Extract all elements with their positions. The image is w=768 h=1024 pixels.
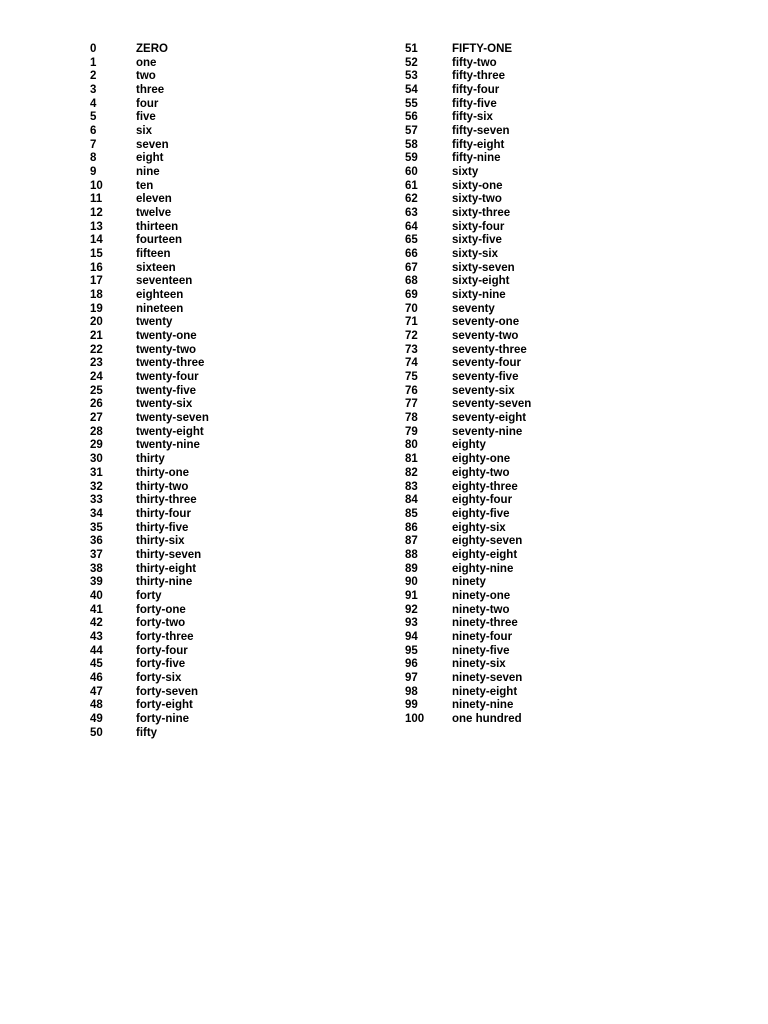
number-word: eighty [452, 439, 486, 452]
number-word: nine [136, 166, 160, 179]
number-value: 69 [405, 289, 418, 302]
number-value: 35 [90, 521, 103, 534]
number-word: ten [136, 179, 154, 192]
number-value: 54 [405, 84, 418, 97]
number-value: 73 [405, 343, 418, 356]
number-value: 14 [90, 234, 103, 247]
number-word: twenty-five [136, 384, 197, 397]
number-value: 43 [90, 630, 103, 643]
number-value: 16 [90, 261, 103, 274]
number-word: twenty-six [136, 398, 193, 411]
number-word: sixty-one [452, 179, 503, 192]
number-word: seventy-three [452, 343, 527, 356]
number-value: 62 [405, 193, 418, 206]
number-word: fifteen [136, 248, 171, 261]
number-value: 36 [90, 535, 103, 548]
number-value: 55 [405, 97, 418, 110]
number-word: eighty-nine [452, 562, 514, 575]
number-value: 87 [405, 535, 418, 548]
number-value: 44 [90, 644, 103, 657]
number-value: 78 [405, 412, 418, 425]
number-word: twenty-two [136, 343, 197, 356]
number-value: 60 [405, 166, 418, 179]
number-value: 53 [405, 70, 418, 83]
number-word: thirteen [136, 220, 179, 233]
number-word: forty-six [136, 671, 182, 684]
number-value: 52 [405, 56, 418, 69]
number-value: 64 [405, 220, 418, 233]
number-word: thirty-one [136, 466, 190, 479]
number-word: ninety-two [452, 603, 510, 616]
number-word: fifty-nine [452, 152, 501, 165]
number-word: thirty-two [136, 480, 189, 493]
number-word: ninety-eight [452, 685, 518, 698]
number-value: 72 [405, 330, 418, 343]
number-value: 58 [405, 138, 418, 151]
number-word: ninety-four [452, 630, 513, 643]
number-word: eight [136, 152, 164, 165]
number-word: nineteen [136, 302, 184, 315]
number-word: twenty-seven [136, 412, 209, 425]
number-value: 39 [90, 576, 103, 589]
number-word: forty-one [136, 603, 186, 616]
number-word: seventy-eight [452, 412, 527, 425]
number-word: sixty-nine [452, 289, 506, 302]
number-value: 47 [90, 685, 103, 698]
number-word: sixty-five [452, 234, 502, 247]
number-value: 24 [90, 371, 103, 384]
number-word: twenty-three [136, 357, 205, 370]
number-word: sixty [452, 166, 479, 179]
number-value: 37 [90, 548, 103, 561]
number-word: thirty-eight [136, 562, 197, 575]
number-value: 75 [405, 371, 418, 384]
number-word: forty-five [136, 658, 186, 671]
number-word: fifty-five [452, 97, 497, 110]
number-word: forty-nine [136, 712, 190, 725]
number-word: seventy-two [452, 330, 519, 343]
number-value: 83 [405, 480, 418, 493]
number-value: 38 [90, 562, 103, 575]
number-word: fifty-six [452, 111, 493, 124]
number-word: forty [136, 589, 162, 602]
number-value: 74 [405, 357, 418, 370]
number-value: 84 [405, 494, 418, 507]
number-value: 68 [405, 275, 418, 288]
number-value: 66 [405, 248, 418, 261]
number-value: 3 [90, 84, 97, 97]
number-value: 22 [90, 343, 103, 356]
number-word: two [136, 70, 156, 83]
number-value: 50 [90, 726, 103, 739]
number-word: twenty [136, 316, 173, 329]
number-value: 21 [90, 330, 103, 343]
number-word: thirty-three [136, 494, 197, 507]
number-value: 25 [90, 384, 103, 397]
number-value: 8 [90, 152, 97, 165]
number-word: three [136, 84, 165, 97]
number-word: eighty-two [452, 466, 510, 479]
number-value: 89 [405, 562, 418, 575]
number-value: 2 [90, 70, 97, 83]
number-word: twenty-nine [136, 439, 200, 452]
number-value: 6 [90, 125, 97, 138]
number-word: sixty-two [452, 193, 502, 206]
number-value: 79 [405, 425, 418, 438]
number-word: five [136, 111, 156, 124]
number-value: 10 [90, 179, 103, 192]
number-word: forty-three [136, 630, 194, 643]
number-word: eighty-six [452, 521, 506, 534]
number-word: FIFTY-ONE [452, 43, 513, 55]
number-value: 97 [405, 671, 418, 684]
number-value: 65 [405, 234, 418, 247]
number-value: 33 [90, 494, 103, 507]
number-value: 99 [405, 699, 418, 712]
number-word: ninety-nine [452, 699, 514, 712]
number-word: eighteen [136, 289, 184, 302]
number-value: 85 [405, 507, 418, 520]
number-word: twenty-eight [136, 425, 204, 438]
number-word: thirty-five [136, 521, 189, 534]
number-value: 77 [405, 398, 418, 411]
number-value: 15 [90, 248, 103, 261]
number-word: ninety-three [452, 617, 518, 630]
number-value: 48 [90, 699, 103, 712]
number-value: 91 [405, 589, 418, 602]
number-value: 17 [90, 275, 103, 288]
number-word: fifty-two [452, 56, 497, 69]
number-word: sixty-four [452, 220, 505, 233]
number-word: seven [136, 138, 169, 151]
number-value: 23 [90, 357, 103, 370]
number-word: eighty-three [452, 480, 518, 493]
number-value: 18 [90, 289, 103, 302]
number-word: sixty-three [452, 207, 511, 220]
number-value: 1 [90, 56, 97, 69]
number-word: seventy-four [452, 357, 522, 370]
number-word: sixty-six [452, 248, 499, 261]
number-word: seventy-nine [452, 425, 523, 438]
number-value: 61 [405, 179, 418, 192]
number-value: 26 [90, 398, 103, 411]
number-word: one hundred [452, 712, 522, 725]
number-word: one [136, 56, 157, 69]
number-word: ninety-five [452, 644, 510, 657]
number-value: 57 [405, 125, 418, 138]
number-word: sixty-eight [452, 275, 510, 288]
number-value: 31 [90, 466, 103, 479]
number-word: sixteen [136, 261, 176, 274]
number-word: thirty-four [136, 507, 191, 520]
number-value: 19 [90, 302, 103, 315]
number-value: 5 [90, 111, 97, 124]
number-value: 94 [405, 630, 418, 643]
number-word: eighty-five [452, 507, 510, 520]
number-value: 98 [405, 685, 418, 698]
number-value: 49 [90, 712, 103, 725]
number-value: 63 [405, 207, 418, 220]
number-value: 86 [405, 521, 418, 534]
number-word: fifty-eight [452, 138, 505, 151]
number-word: thirty-nine [136, 576, 193, 589]
number-word: ninety [452, 576, 486, 589]
number-word: thirty-seven [136, 548, 202, 561]
number-value: 34 [90, 507, 103, 520]
number-value: 46 [90, 671, 103, 684]
number-value: 7 [90, 138, 97, 151]
number-value: 67 [405, 261, 418, 274]
number-value: 30 [90, 453, 103, 466]
number-word: six [136, 125, 152, 138]
number-word: sixty-seven [452, 261, 515, 274]
number-value: 93 [405, 617, 418, 630]
number-word: seventy-five [452, 371, 519, 384]
number-value: 32 [90, 480, 103, 493]
number-value: 80 [405, 439, 418, 452]
number-word: twenty-four [136, 371, 199, 384]
number-word: twelve [136, 207, 172, 220]
number-word: thirty-six [136, 535, 185, 548]
number-word: eleven [136, 193, 172, 206]
number-value: 59 [405, 152, 418, 165]
number-value: 45 [90, 658, 103, 671]
number-value: 88 [405, 548, 418, 561]
number-word: eighty-seven [452, 535, 523, 548]
number-value: 51 [405, 43, 418, 55]
number-value: 71 [405, 316, 418, 329]
number-word: ninety-one [452, 589, 511, 602]
number-value: 81 [405, 453, 418, 466]
number-value: 95 [405, 644, 418, 657]
number-value: 96 [405, 658, 418, 671]
number-word: forty-eight [136, 699, 193, 712]
number-value: 9 [90, 166, 97, 179]
number-value: 76 [405, 384, 418, 397]
number-word: seventy-seven [452, 398, 532, 411]
number-word: seventy-one [452, 316, 520, 329]
number-value: 100 [405, 712, 425, 725]
number-value: 82 [405, 466, 418, 479]
number-word: forty-two [136, 617, 186, 630]
number-word: seventy [452, 302, 495, 315]
number-value: 92 [405, 603, 418, 616]
number-word: fifty-three [452, 70, 506, 83]
number-word: eighty-eight [452, 548, 518, 561]
number-word: seventeen [136, 275, 193, 288]
number-word: fifty-seven [452, 125, 510, 138]
number-word: eighty-one [452, 453, 511, 466]
number-word: fifty [136, 726, 158, 739]
number-word: forty-seven [136, 685, 198, 698]
number-word: ZERO [136, 43, 168, 55]
number-value: 90 [405, 576, 418, 589]
number-word: eighty-four [452, 494, 513, 507]
number-word: ninety-six [452, 658, 506, 671]
number-value: 27 [90, 412, 103, 425]
number-word: ninety-seven [452, 671, 523, 684]
number-word: twenty-one [136, 330, 197, 343]
number-word: fifty-four [452, 84, 500, 97]
number-word: seventy-six [452, 384, 515, 397]
number-value: 13 [90, 220, 103, 233]
number-value: 11 [90, 193, 103, 206]
number-value: 56 [405, 111, 418, 124]
number-word: fourteen [136, 234, 182, 247]
number-value: 42 [90, 617, 103, 630]
number-value: 70 [405, 302, 418, 315]
number-value: 28 [90, 425, 103, 438]
number-word: four [136, 97, 159, 110]
number-value: 0 [90, 43, 97, 55]
number-value: 41 [90, 603, 103, 616]
number-value: 29 [90, 439, 103, 452]
number-value: 4 [90, 97, 97, 110]
number-value: 20 [90, 316, 103, 329]
number-word: forty-four [136, 644, 188, 657]
number-word: thirty [136, 453, 165, 466]
number-value: 40 [90, 589, 103, 602]
number-value: 12 [90, 207, 103, 220]
